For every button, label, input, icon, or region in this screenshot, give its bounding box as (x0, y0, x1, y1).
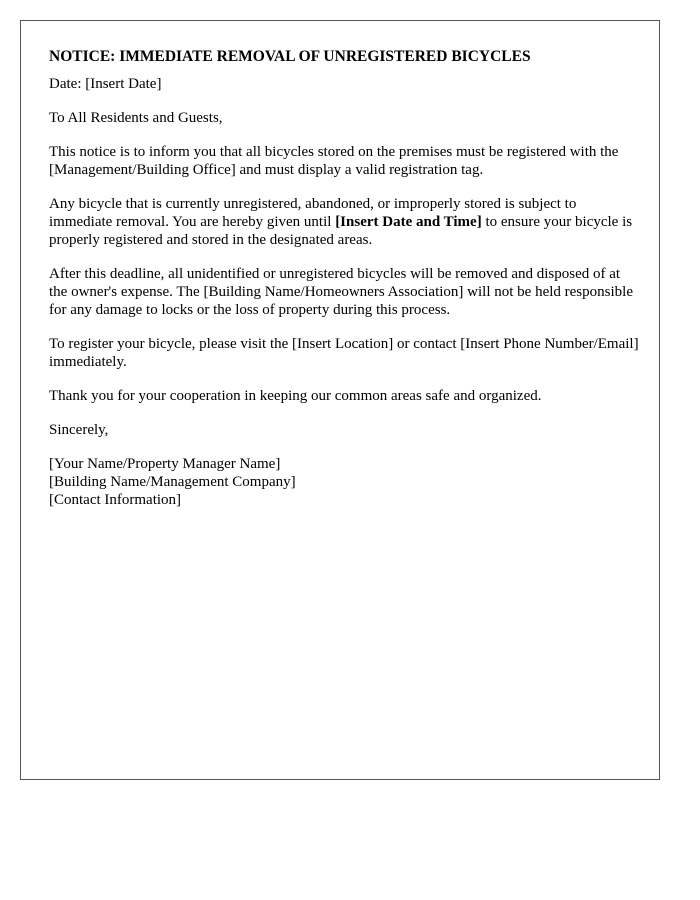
signature-contact: [Contact Information] (49, 492, 182, 508)
deadline-placeholder: [Insert Date and Time] (335, 214, 482, 230)
notice-frame (20, 20, 660, 780)
salutation: To All Residents and Guests, (49, 110, 223, 126)
paragraph-thanks: Thank you for your cooperation in keeping our common areas safe and organized. (49, 388, 542, 404)
notice-body (49, 48, 641, 509)
signature-company: [Building Name/Management Company] (49, 474, 296, 490)
deadline-text-before: Any bicycle that is currently unregistered, abandoned, or improperly stored is subject to immediate removal. You are hereby given until (49, 196, 577, 230)
notice-title: NOTICE: IMMEDIATE REMOVAL OF UNREGISTERED BICYCLES (49, 48, 531, 65)
paragraph-registration-requirement: This notice is to inform you that all bicycles stored on the premises must be registered with the [Management/Building Office] and must display a valid registration tag. (49, 144, 619, 178)
paragraph-registration-contact: To register your bicycle, please visit the [Insert Location] or contact [Insert Phone Number/Email] immediately. (49, 336, 639, 370)
signature-name: [Your Name/Property Manager Name] (49, 456, 281, 472)
paragraph-removal-deadline (49, 195, 641, 249)
paragraph-disposal-policy: After this deadline, all unidentified or unregistered bicycles will be removed and disposed of at the owner's expense. The [Building Name/Homeowners Association] will not be held responsible for any damage to locks or the loss of property during this process. (49, 266, 633, 318)
date-line: Date: [Insert Date] (49, 76, 162, 92)
deadline-text-after: to ensure your bicycle is properly registered and stored in the designated areas. (49, 214, 633, 248)
signature-block (49, 455, 641, 509)
closing: Sincerely, (49, 422, 109, 438)
